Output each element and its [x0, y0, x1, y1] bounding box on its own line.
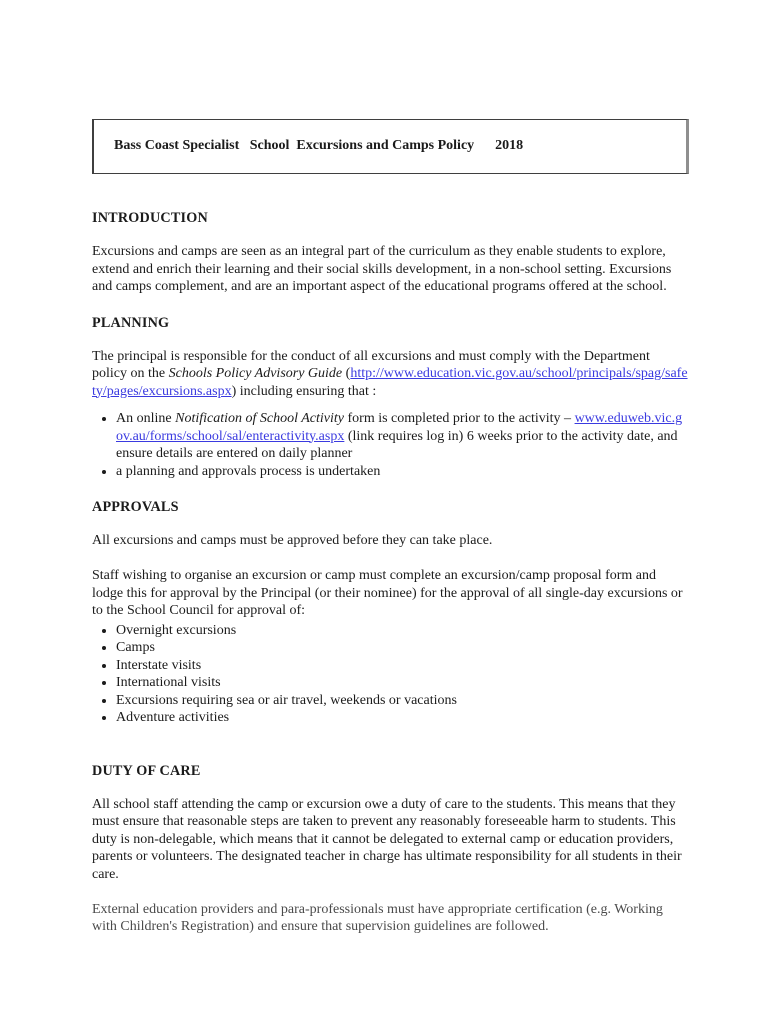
notification-activity-link[interactable]: www.eduweb.vic.gov.au/forms/school/sal/enteractivity.aspx: [116, 411, 683, 444]
section-heading-duty-of-care: DUTY OF CARE: [92, 762, 201, 779]
excursions-policy-link[interactable]: http://www.education.vic.gov.au/school/principals/spag/safety/pages/excursions.aspx: [92, 366, 688, 399]
policy-title-box: [92, 119, 689, 174]
section-heading-introduction: INTRODUCTION: [92, 210, 208, 226]
approvals-bullet-list: [92, 622, 688, 727]
policy-title: Bass Coast Specialist School Excursions and Camps Policy 2018: [114, 138, 524, 153]
duty-of-care-paragraph-2: External education providers and para-professionals must have appropriate certification (e.g. Working with Children's Registration) and ensure that supervision guidelines are followed.: [92, 901, 663, 934]
list-item: • Interstate visits: [116, 657, 688, 675]
list-item: [116, 410, 688, 463]
planning-italic-guide-title: Schools Policy Advisory Guide: [168, 366, 343, 381]
list-item: • a planning and approvals process is undertaken: [116, 463, 688, 481]
approvals-paragraph-1: All excursions and camps must be approved before they can take place.: [92, 533, 493, 548]
planning-open-paren: (: [342, 366, 351, 381]
list-item: • Excursions requiring sea or air travel, weekends or vacations: [116, 692, 688, 710]
list-item: • Camps: [116, 639, 688, 657]
planning-text-2: ) including ensuring that :: [231, 383, 377, 399]
planning-paragraph: [92, 348, 688, 401]
list-item: • International visits: [116, 674, 688, 692]
approvals-paragraph-2: Staff wishing to organise an excursion or camp must complete an excursion/camp proposal form and lodge this for approval by the Principal (or their nominee) for the approval of all single-day excursions or to the School Council for approval of:: [92, 568, 683, 618]
planning-bullet-list: [92, 410, 688, 480]
planning-text-1: The principal is responsible for the conduct of all excursions and must comply with the Department policy on the: [92, 348, 650, 381]
list-item: • Overnight excursions: [116, 622, 688, 640]
bullet1-italic-form-name: Notification of School Activity: [175, 411, 344, 426]
section-heading-approvals: APPROVALS: [92, 499, 179, 515]
duty-of-care-paragraph-1: All school staff attending the camp or excursion owe a duty of care to the students. This means that they must ensure that reasonable steps are taken to prevent any reasonably foreseeable harm to students. This duty is non-delegable, which means that it cannot be delegated to external camp or education providers, parents or volunteers. The designated teacher in charge has ultimate responsibility for all students in their care.: [92, 796, 682, 882]
list-item: • Adventure activities: [116, 709, 688, 727]
bullet1-text-3: (link requires log in) 6 weeks prior to the activity date, and ensure details are entered on daily planner: [116, 428, 678, 461]
introduction-paragraph: Excursions and camps are seen as an integral part of the curriculum as they enable students to explore, extend and enrich their learning and their social skills development, in a non-school setting. Excursions and camps complement, and are an important aspect of the educational programs offered at the school.: [92, 244, 672, 294]
bullet1-text-2: form is completed prior to the activity –: [344, 411, 575, 426]
bullet1-text-1: An online: [116, 411, 176, 426]
section-heading-planning: PLANNING: [92, 314, 170, 331]
